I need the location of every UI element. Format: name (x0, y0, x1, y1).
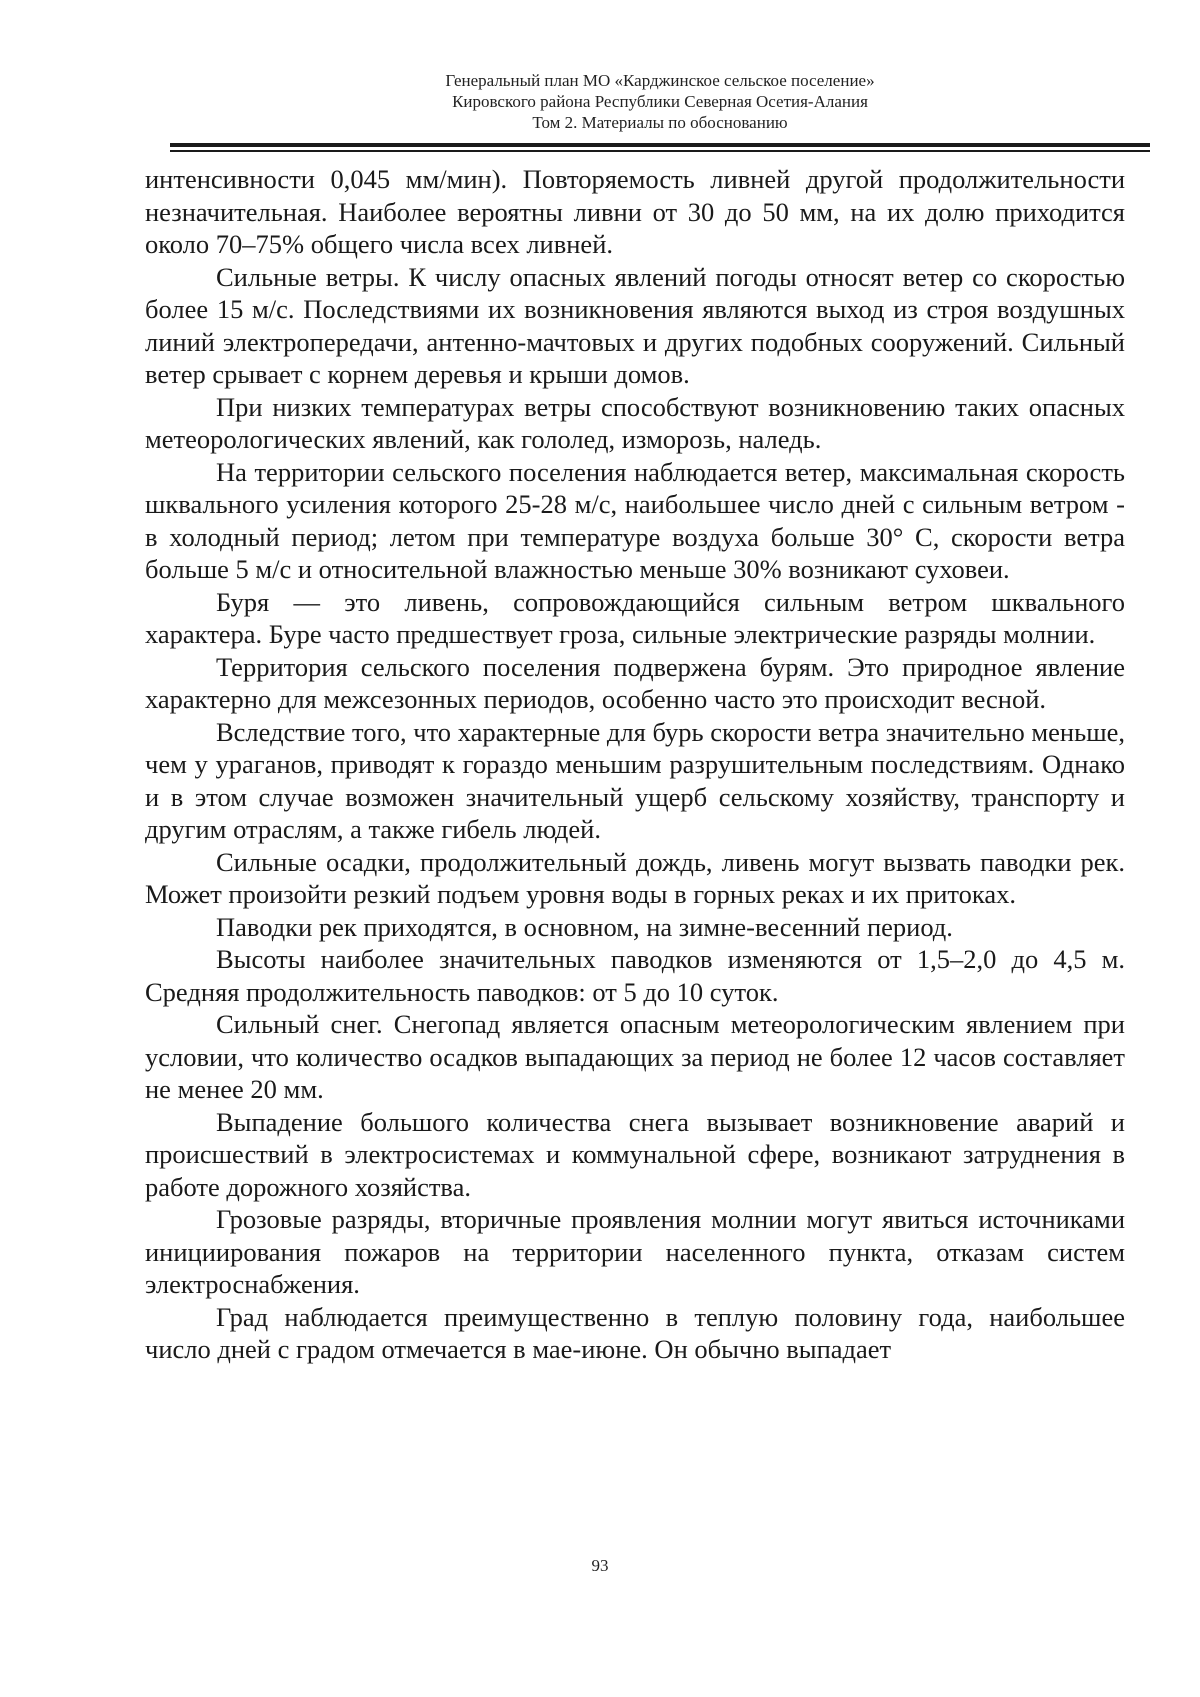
paragraph: Град наблюдается преимущественно в теплую половину года, наибольшее число дней с градом отмечается в мае-июне. Он обычно выпадает (145, 1301, 1125, 1364)
paragraph: интенсивности 0,045 мм/мин). Повторяемость ливней другой продолжительности незначительная. Наиболее вероятны ливни от 30 до 50 мм, на их долю приходится около 70–75% общего числа всех ливней. (145, 164, 1125, 259)
header-rule-thin (170, 150, 1150, 152)
paragraph: Вследствие того, что характерные для бурь скорости ветра значительно меньше, чем у ураганов, приводят к гораздо меньшим разрушительным последствиям. Однако и в этом случае возможен значительный ущерб сельскому хозяйству, транспорту и другим отраслям, а также гибель людей. (145, 716, 1125, 844)
page-number: 93 (591, 1556, 609, 1575)
paragraph: Паводки рек приходятся, в основном, на зимне-весенний период. (216, 911, 953, 942)
paragraph: Территория сельского поселения подвержена бурям. Это природное явление характерно для межсезонных периодов, особенно часто это происходит весной. (145, 651, 1125, 714)
paragraph: Грозовые разряды, вторичные проявления молнии могут явиться источниками инициирования пожаров на территории населенного пункта, отказам систем электроснабжения. (145, 1204, 1125, 1299)
paragraph: Сильные осадки, продолжительный дождь, ливень могут вызвать паводки рек. Может произойти резкий подъем уровня воды в горных реках и их притоках. (145, 846, 1125, 909)
running-header (170, 70, 1150, 133)
header-region-line: Кировского района Республики Северная Осетия-Алания (452, 92, 868, 111)
header-rule-thick (170, 143, 1150, 147)
paragraph: Буря — это ливень, сопровождающийся сильным ветром шквального характера. Буре часто предшествует гроза, сильные электрические разряды молнии. (145, 586, 1125, 649)
paragraph: Высоты наиболее значительных паводков изменяются от 1,5–2,0 до 4,5 м. Средняя продолжительность паводков: от 5 до 10 суток. (145, 944, 1125, 1007)
header-volume-line: Том 2. Материалы по обоснованию (532, 113, 788, 132)
paragraph: На территории сельского поселения наблюдается ветер, максимальная скорость шквального усиления которого 25-28 м/с, наибольшее число дней с сильным ветром - в холодный период; летом при температуре воздуха больше 30° С, скорости ветра больше 5 м/с и относительной влажностью меньше 30% возникают суховеи. (145, 456, 1125, 584)
paragraph: Сильный снег. Снегопад является опасным метеорологическим явлением при условии, что количество осадков выпадающих за период не более 12 часов составляет не менее 20 мм. (145, 1009, 1125, 1104)
paragraph: При низких температурах ветры способствуют возникновению таких опасных метеорологических явлений, как гололед, изморозь, наледь. (145, 391, 1125, 454)
paragraph: Выпадение большого количества снега вызывает возникновение аварий и происшествий в электросистемах и коммунальной сфере, возникают затруднения в работе дорожного хозяйства. (145, 1106, 1125, 1202)
body-text (145, 163, 1125, 1366)
header-title-line: Генеральный план МО «Карджинское сельское поселение» (445, 71, 875, 90)
paragraph: Сильные ветры. К числу опасных явлений погоды относят ветер со скоростью более 15 м/с. Последствиями их возникновения являются выход из строя воздушных линий электропередачи, антенно-мачтовых и других подобных сооружений. Сильный ветер срывает с корнем деревья и крыши домов. (145, 261, 1125, 389)
